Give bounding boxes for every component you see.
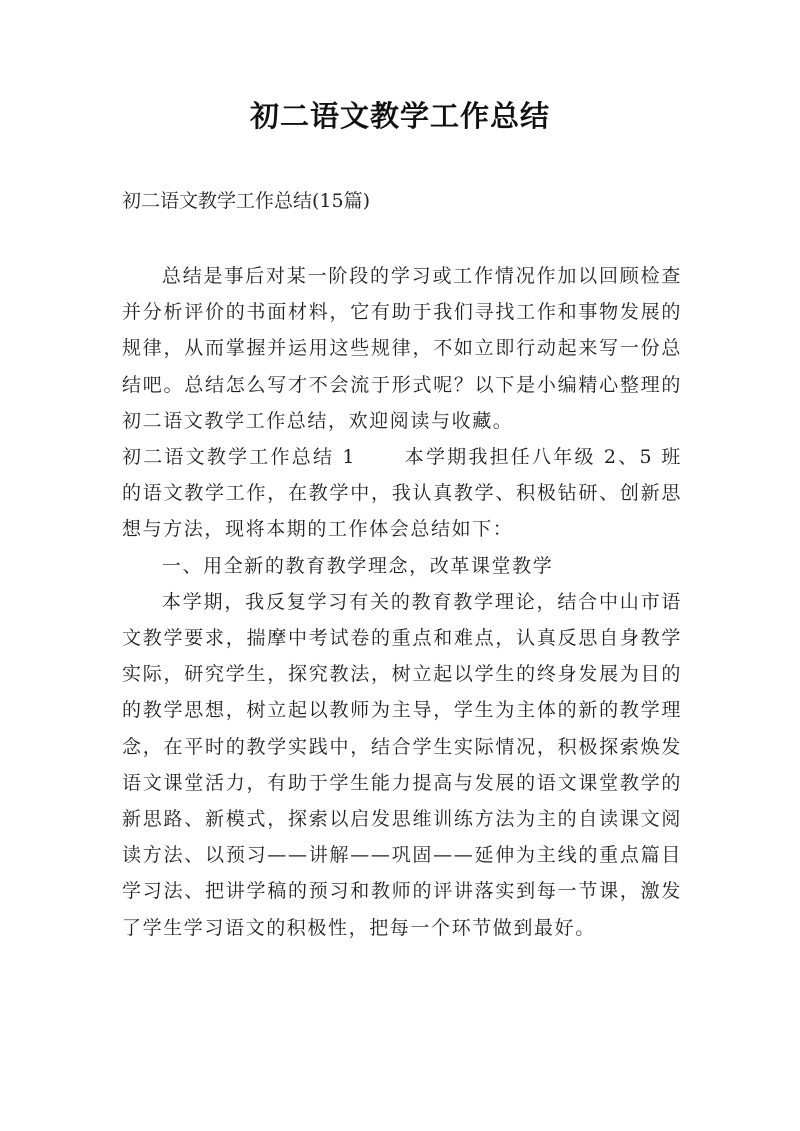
section-1-heading: 一、用全新的教育教学理念，改革课堂教学 xyxy=(161,554,554,577)
article-1-label: 初二语文教学工作总结 1 xyxy=(122,446,357,469)
article-1-opening-paragraph xyxy=(122,439,682,548)
section-1-paragraph: 本学期，我反复学习有关的教育教学理论，结合中山市语文教学要求，揣摩中考试卷的重点和难点，认真反思自身教学实际，研究学生，探究教法，树立起以学生的终身发展为目的的教学思想，树立起以教师为主导，学生为主体的新的教学理念，在平时的教学实践中，结合学生实际情况，积极探索焕发语文课堂活力，有助于学生能力提高与发展的语文课堂教学的新思路、新模式，探索以启发思维训练方法为主的自读课文阅读方法、以预习——讲解——巩固——延伸为主线的重点篇目学习法、把讲学稿的预习和教师的评讲落实到每一节课，激发了学生学习语文的积极性，把每一个环节做到最好。 xyxy=(122,590,682,939)
document-body xyxy=(122,258,682,946)
article-1-opening: 本学期我担任八年级 2、5 班的语文教学工作，在教学中，我认真教学、积极钻研、创新思想与方法，现将本期的工作体会总结如下： xyxy=(122,446,682,541)
document-subtitle: 初二语文教学工作总结(15篇) xyxy=(122,190,371,212)
document-title: 初二语文教学工作总结 xyxy=(249,99,550,133)
intro-paragraph: 总结是事后对某一阶段的学习或工作情况作加以回顾检查并分析评价的书面材料，它有助于我们寻找工作和事物发展的规律，从而掌握并运用这些规律，不如立即行动起来写一份总结吧。总结怎么写才不会流于形式呢？以下是小编精心整理的初二语文教学工作总结，欢迎阅读与收藏。 xyxy=(122,265,682,432)
